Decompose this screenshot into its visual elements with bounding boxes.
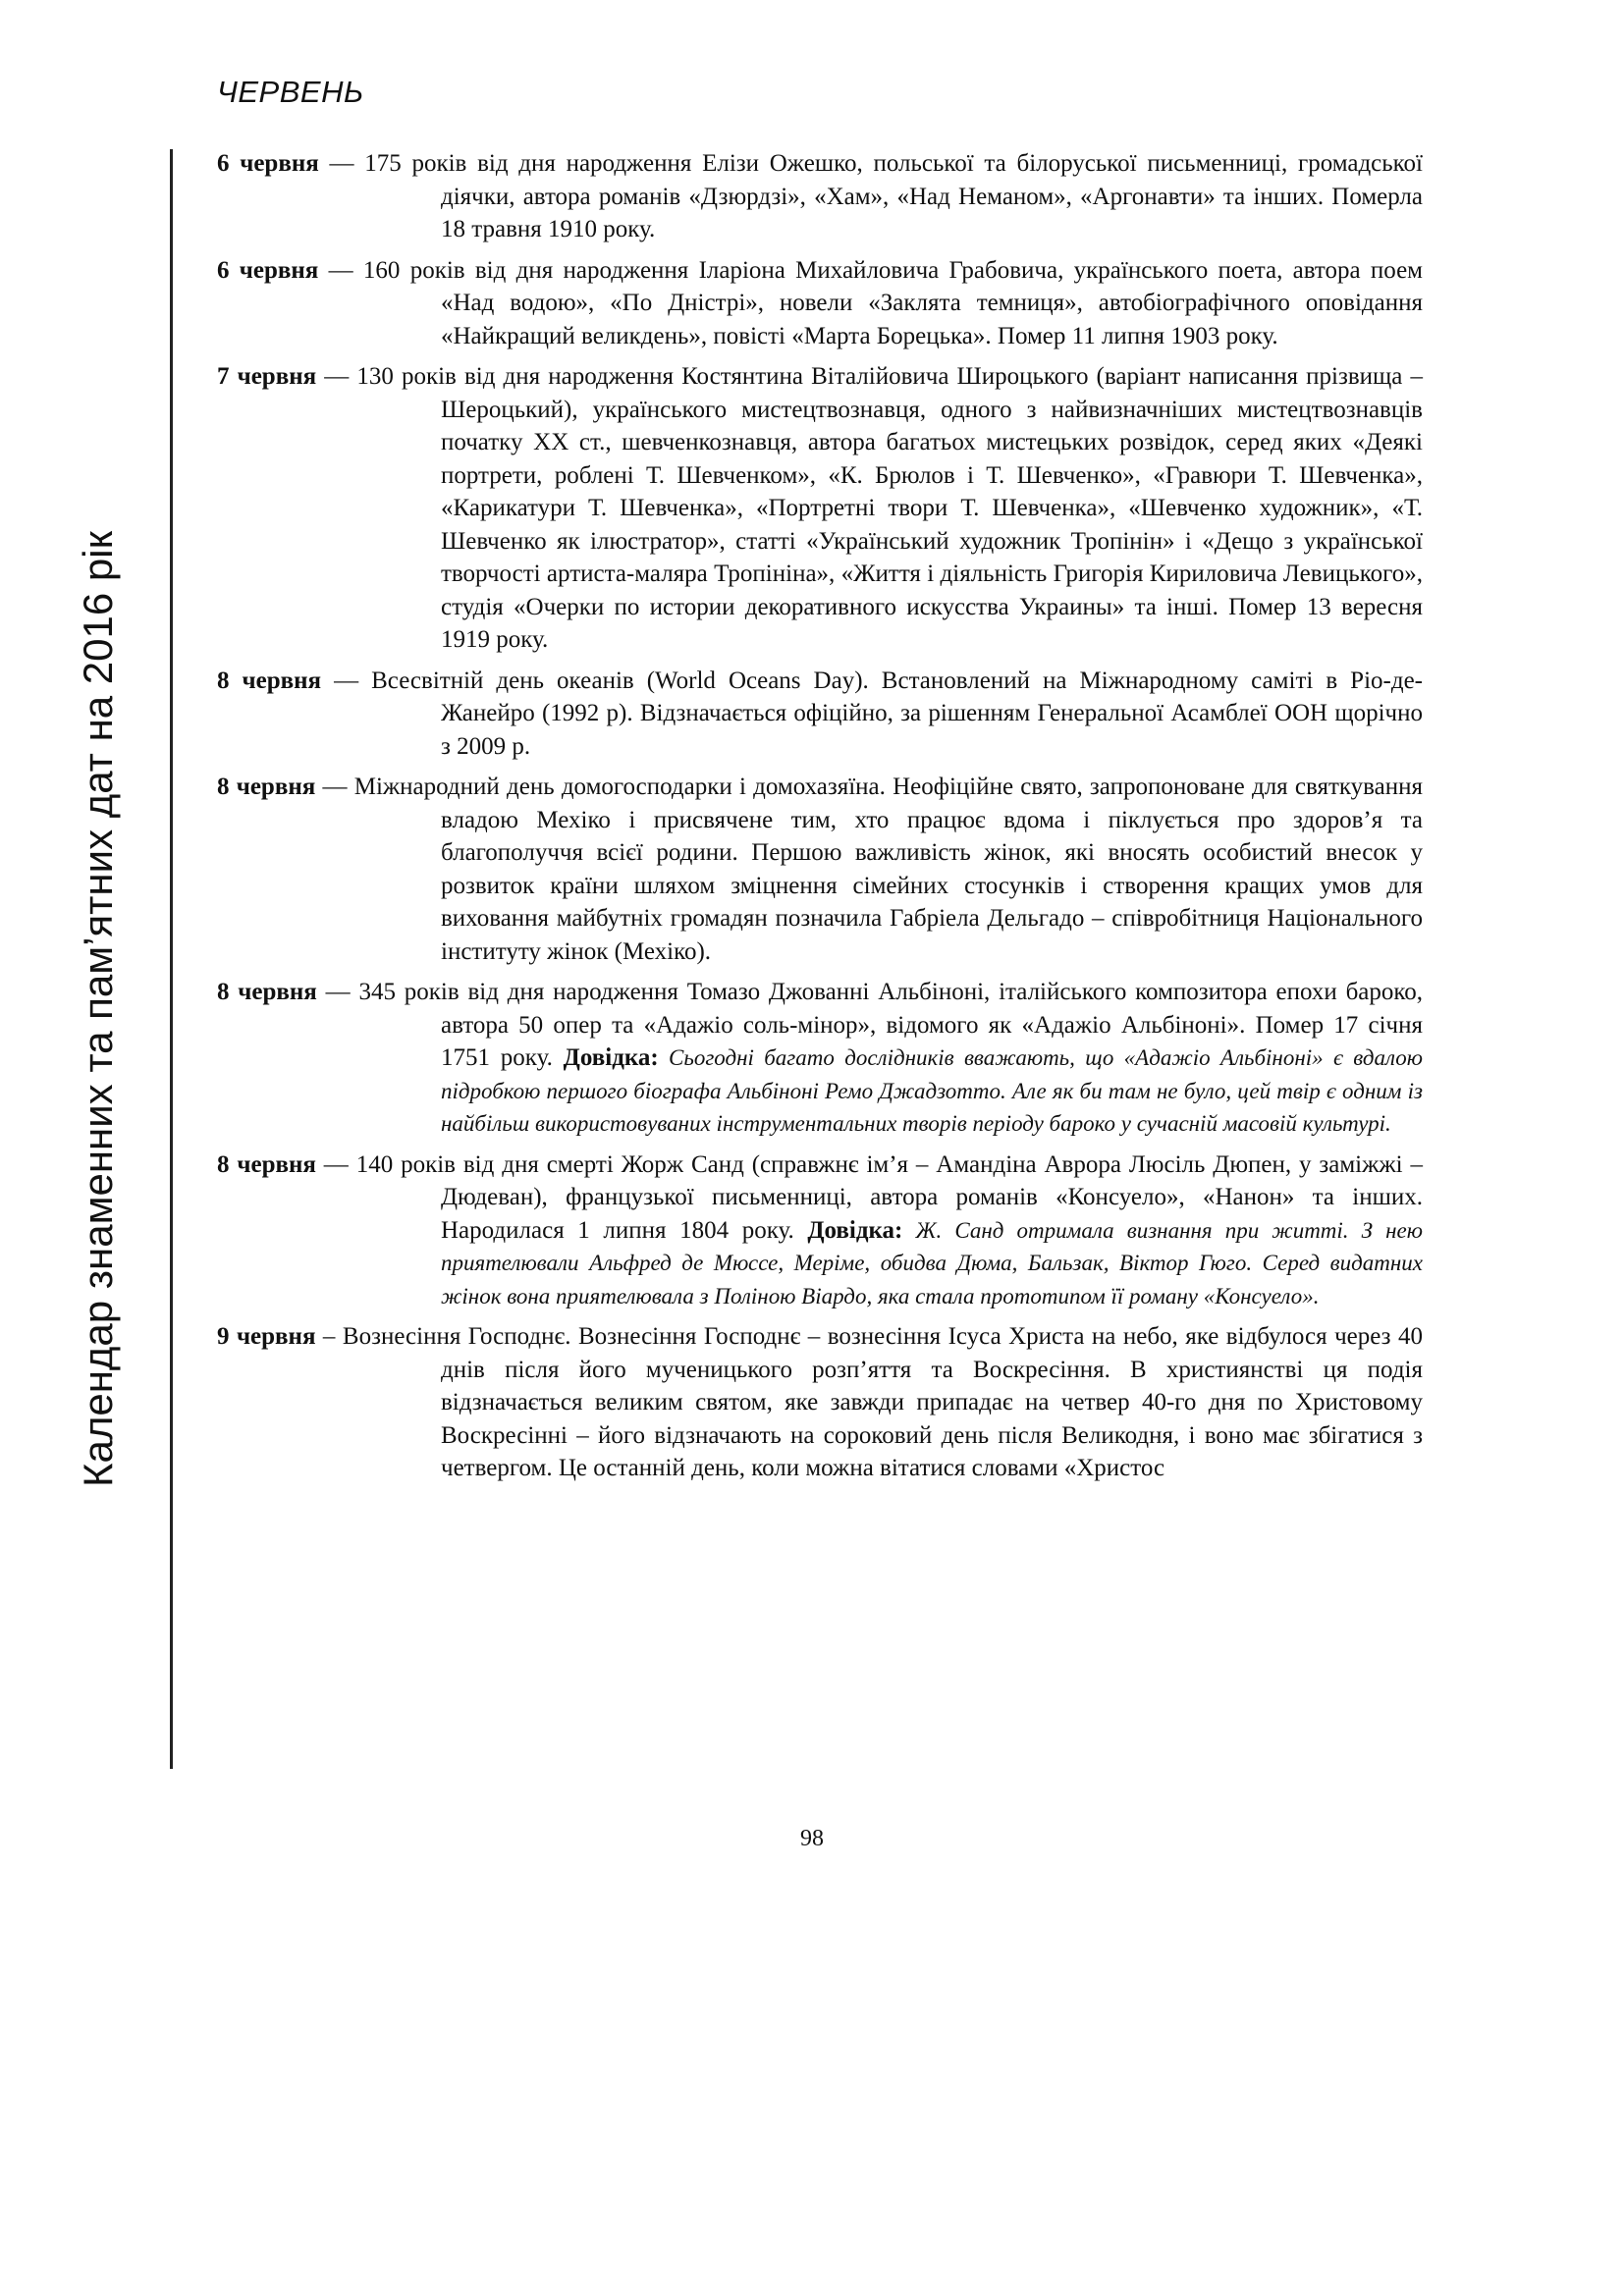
entry-date: 7 червня bbox=[217, 363, 317, 390]
entry bbox=[217, 147, 1423, 246]
section-header: ЧЕРВЕНЬ bbox=[217, 75, 364, 109]
entry bbox=[217, 665, 1423, 764]
entry-dash: — bbox=[316, 979, 359, 1005]
entry-date: 6 червня bbox=[217, 150, 319, 177]
entry-date: 8 червня bbox=[217, 774, 316, 800]
entry-dash: — bbox=[315, 774, 354, 800]
entry-date: 6 червня bbox=[217, 256, 319, 284]
note-label: Довідка: bbox=[563, 1044, 659, 1071]
entries-list bbox=[217, 147, 1423, 1493]
entry-note: Сьогодні багато дослідників вважають, що «Адажіо Альбіноні» є вдалою підробкою першого біографа Альбіноні Ремо Джадзотто. Але як би там не було, цей твір є одним із найбільш використовуваних інструментальних творів періоду бароко у сучасній масовій культурі. bbox=[441, 1045, 1423, 1136]
entry-text: 175 років від дня народження Елізи Ожешко, польської та білоруської письменниці, громадської діячки, автора романів «Дзюрдзі», «Хам», «Над Неманом», «Аргонавти» та інших. Померла 18 травня 1910 року. bbox=[364, 150, 1424, 242]
entry bbox=[217, 976, 1423, 1141]
entry-dash: – bbox=[315, 1323, 343, 1350]
entry-date: 8 червня bbox=[217, 667, 322, 694]
entry-text: 140 років від дня смерті Жорж Санд (справжнє ім’я – Амандіна Аврора Люсіль Дюпен, у заміжжі – Дюдеван), французької письменниці, автора романів «Консуело», «Нанон» та інших. Народилася 1 липня 1804 року. bbox=[355, 1150, 1424, 1244]
entry-date: 9 червня bbox=[217, 1323, 316, 1350]
sidebar-title-container bbox=[69, 531, 128, 1488]
entry-text: Всесвітній день океанів (World Oceans Day). Встановлений на Міжнародному саміті в Ріо-де-Жанейро (1992 р). Відзначається офіційно, за рішенням Генеральної Асамблеї ООН щорічно з 2009 р. bbox=[371, 667, 1423, 760]
note-label: Довідка: bbox=[807, 1216, 903, 1244]
entry bbox=[217, 360, 1423, 657]
entry-text: 130 років від дня народження Костянтина Віталійовича Широцького (варіант написання прізвища – Шероцький), українського мистецтвознавця, одного з найвизначніших мистецтвознавців початку ХХ ст., шевченкознавця, автора багатьох мистецьких розвідок, серед яких «Деякі портрети, роблені Т. Шевченком», «К. Брюлов і Т. Шевченко», «Гравюри Т. Шевченка», «Карикатури Т. Шевченка», «Портретні твори Т. Шевченка», «Шевченко художник», «Т. Шевченко як ілюстратор», статті «Український художник Тропінін» і «Дещо з української творчості артиста-маляра Тропініна», «Життя і діяльність Григорія Кириловича Левицького», студія «Очерки по истории декоративного искусства Украины» та інші. Помер 13 вересня 1919 року. bbox=[356, 363, 1423, 653]
entry-dash: — bbox=[318, 150, 365, 177]
entry bbox=[217, 254, 1423, 353]
entry-dash: — bbox=[321, 667, 372, 694]
page-number: 98 bbox=[800, 1826, 824, 1851]
entry bbox=[217, 1148, 1423, 1313]
entry bbox=[217, 1320, 1423, 1485]
entry bbox=[217, 771, 1423, 968]
entry-note: Ж. Санд отримала визнання при житті. З нею приятелювали Альфред де Мюссе, Меріме, обидва Дюма, Бальзак, Віктор Гюго. Серед видатних жінок вона приятелювала з Поліною Віардо, яка стала прототипом її роману «Консуело». bbox=[441, 1217, 1423, 1308]
entry-text: 345 років від дня народження Томазо Джованні Альбіноні, італійського композитора епохи бароко, автора 50 опер та «Адажіо соль-мінор», відомого як «Адажіо Альбіноні». Помер 17 січня 1751 року. bbox=[358, 979, 1424, 1071]
entry-dash: — bbox=[318, 256, 363, 284]
vertical-divider bbox=[170, 149, 173, 1769]
entry-dash: — bbox=[316, 363, 357, 390]
sidebar-title: Календар знаменних та пам’ятних дат на 2016 рік bbox=[75, 531, 121, 1487]
entry-text: 160 років від дня народження Іларіона Михайловича Грабовича, українського поета, автора поем «Над водою», «По Дністрі», новели «Заклята темниця», автобіографічного оповідання «Найкращий великдень», повісті «Марта Борецька». Помер 11 липня 1903 року. bbox=[362, 256, 1424, 349]
entry-text: Міжнародний день домогосподарки і домохазяїна. Неофіційне свято, запропоноване для святкування владою Мехіко і присвячене тим, хто працює вдома і піклується про здоров’я та благополуччя всієї родини. Першою важливість жінок, які вносять особистий внесок у розвиток країни шляхом зміцнення сімейних стосунків і створення кращих умов для виховання майбутніх громадян позначила Габріела Дельгадо – співробітниця Національного інституту жінок (Мехіко). bbox=[353, 774, 1424, 965]
entry-text: Вознесіння Господнє. Вознесіння Господнє – вознесіння Ісуса Христа на небо, яке відбулося через 40 днів після його мученицького розп’яття та Воскресіння. В християнстві ця подія відзначається великим святом, яке завжди припадає на четвер 40-го дня по Христовому Воскресінні – його відзначають на сороковий день після Великодня, і воно має збігатися з четвергом. Це останній день, коли можна вітатися словами «Христос bbox=[342, 1323, 1423, 1481]
entry-date: 8 червня bbox=[217, 1150, 316, 1178]
entry-dash: — bbox=[315, 1150, 356, 1178]
entry-date: 8 червня bbox=[217, 979, 317, 1005]
